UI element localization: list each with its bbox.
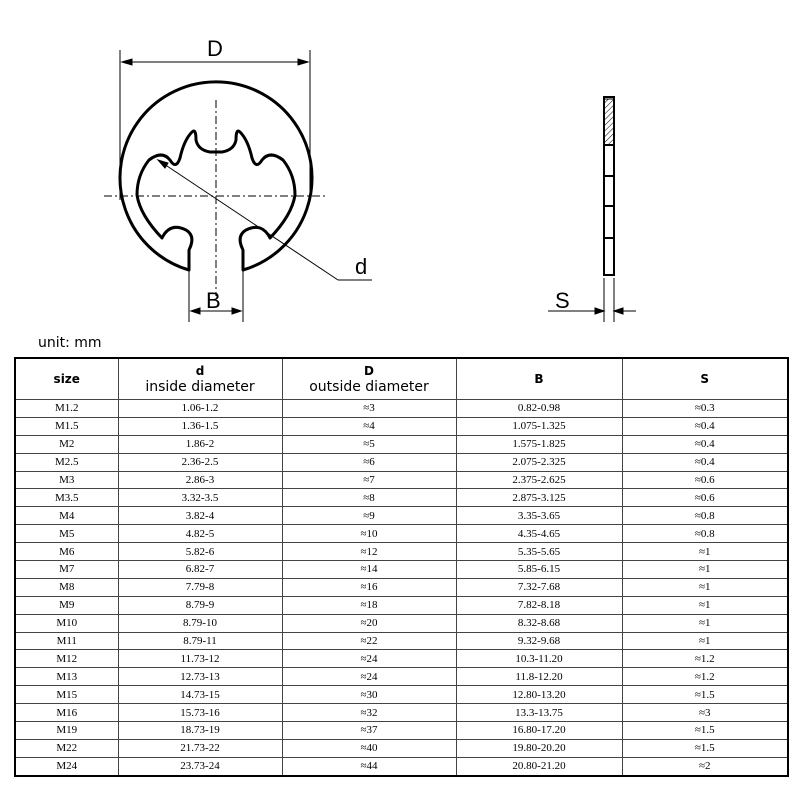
table-cell: ≈3 xyxy=(622,704,788,722)
table-cell: ≈24 xyxy=(282,668,456,686)
table-cell: ≈1.2 xyxy=(622,668,788,686)
table-cell: M19 xyxy=(15,722,118,740)
spec-table xyxy=(14,357,789,777)
table-cell: M2 xyxy=(15,435,118,453)
table-cell: ≈1.5 xyxy=(622,722,788,740)
table-cell: ≈10 xyxy=(282,525,456,543)
table-cell: 20.80-21.20 xyxy=(456,757,622,775)
table-cell: 1.575-1.825 xyxy=(456,435,622,453)
gap-width-label: B xyxy=(206,288,221,313)
column-header-subtitle: outside diameter xyxy=(309,379,429,395)
table-cell: 11.8-12.20 xyxy=(456,668,622,686)
table-cell: M13 xyxy=(15,668,118,686)
table-cell: ≈6 xyxy=(282,453,456,471)
table-header-row xyxy=(15,358,788,400)
table-cell: ≈0.8 xyxy=(622,507,788,525)
table-cell: 4.35-4.65 xyxy=(456,525,622,543)
table-cell: 18.73-19 xyxy=(118,722,282,740)
table-cell: 3.82-4 xyxy=(118,507,282,525)
table-cell: 8.32-8.68 xyxy=(456,614,622,632)
column-header-title: B xyxy=(534,372,544,386)
table-row xyxy=(15,668,788,686)
table-cell: 7.32-7.68 xyxy=(456,578,622,596)
table-row xyxy=(15,507,788,525)
table-cell: 14.73-15 xyxy=(118,686,282,704)
column-header-title: size xyxy=(53,372,80,386)
column-header xyxy=(15,358,118,400)
table-cell: ≈37 xyxy=(282,722,456,740)
column-header xyxy=(622,358,788,400)
table-cell: ≈1 xyxy=(622,561,788,579)
table-cell: 15.73-16 xyxy=(118,704,282,722)
table-cell: 8.79-10 xyxy=(118,614,282,632)
column-header-title: d xyxy=(195,364,205,378)
table-cell: 5.82-6 xyxy=(118,543,282,561)
table-cell: 23.73-24 xyxy=(118,757,282,775)
column-header xyxy=(456,358,622,400)
table-cell: ≈44 xyxy=(282,757,456,775)
column-header-subtitle: inside diameter xyxy=(145,379,255,395)
table-cell: M10 xyxy=(15,614,118,632)
table-row xyxy=(15,632,788,650)
outer-diameter-dimension xyxy=(120,50,310,200)
column-header-title: D xyxy=(364,364,374,378)
table-cell: ≈0.8 xyxy=(622,525,788,543)
table-cell: ≈24 xyxy=(282,650,456,668)
table-cell: 9.32-9.68 xyxy=(456,632,622,650)
table-cell: M4 xyxy=(15,507,118,525)
table-cell: ≈1 xyxy=(622,614,788,632)
table-cell: M9 xyxy=(15,596,118,614)
table-row xyxy=(15,757,788,775)
table-row xyxy=(15,435,788,453)
table-cell: 12.73-13 xyxy=(118,668,282,686)
table-cell: 2.36-2.5 xyxy=(118,453,282,471)
table-cell: ≈5 xyxy=(282,435,456,453)
table-cell: 1.075-1.325 xyxy=(456,417,622,435)
table-cell: 5.85-6.15 xyxy=(456,561,622,579)
table-row xyxy=(15,650,788,668)
table-cell: ≈0.3 xyxy=(622,400,788,418)
table-cell: ≈14 xyxy=(282,561,456,579)
table-cell: 3.32-3.5 xyxy=(118,489,282,507)
table-cell: 5.35-5.65 xyxy=(456,543,622,561)
unit-label: unit: mm xyxy=(38,335,102,351)
table-cell: 7.79-8 xyxy=(118,578,282,596)
table-cell: 2.875-3.125 xyxy=(456,489,622,507)
table-cell: M16 xyxy=(15,704,118,722)
table-cell: 4.82-5 xyxy=(118,525,282,543)
table-cell: M5 xyxy=(15,525,118,543)
table-cell: M1.5 xyxy=(15,417,118,435)
table-cell: M15 xyxy=(15,686,118,704)
table-cell: 1.86-2 xyxy=(118,435,282,453)
table-row xyxy=(15,739,788,757)
table-cell: ≈40 xyxy=(282,739,456,757)
table-cell: ≈9 xyxy=(282,507,456,525)
table-cell: ≈1 xyxy=(622,578,788,596)
thickness-label: S xyxy=(555,288,570,313)
table-cell: 21.73-22 xyxy=(118,739,282,757)
table-cell: 13.3-13.75 xyxy=(456,704,622,722)
table-cell: 0.82-0.98 xyxy=(456,400,622,418)
table-row xyxy=(15,578,788,596)
table-cell: 19.80-20.20 xyxy=(456,739,622,757)
table-cell: M6 xyxy=(15,543,118,561)
table-cell: 11.73-12 xyxy=(118,650,282,668)
table-cell: ≈32 xyxy=(282,704,456,722)
table-cell: ≈1 xyxy=(622,632,788,650)
table-cell: 2.075-2.325 xyxy=(456,453,622,471)
table-row xyxy=(15,686,788,704)
table-cell: ≈0.4 xyxy=(622,453,788,471)
table-cell: 6.82-7 xyxy=(118,561,282,579)
table-cell: M11 xyxy=(15,632,118,650)
table-cell: ≈20 xyxy=(282,614,456,632)
table-cell: 2.375-2.625 xyxy=(456,471,622,489)
table-cell: ≈3 xyxy=(282,400,456,418)
table-cell: 16.80-17.20 xyxy=(456,722,622,740)
table-cell: M7 xyxy=(15,561,118,579)
table-row xyxy=(15,453,788,471)
table-row xyxy=(15,471,788,489)
table-cell: ≈0.6 xyxy=(622,471,788,489)
table-cell: ≈8 xyxy=(282,489,456,507)
table-cell: M3 xyxy=(15,471,118,489)
table-row xyxy=(15,417,788,435)
table-row xyxy=(15,543,788,561)
table-row xyxy=(15,722,788,740)
table-cell: ≈1 xyxy=(622,543,788,561)
table-cell: ≈4 xyxy=(282,417,456,435)
table-cell: 10.3-11.20 xyxy=(456,650,622,668)
column-header-title: S xyxy=(700,372,710,386)
table-cell: 12.80-13.20 xyxy=(456,686,622,704)
table-cell: ≈0.6 xyxy=(622,489,788,507)
table-cell: 1.06-1.2 xyxy=(118,400,282,418)
table-cell: 3.35-3.65 xyxy=(456,507,622,525)
table-cell: M8 xyxy=(15,578,118,596)
table-cell: ≈1 xyxy=(622,596,788,614)
table-cell: M2.5 xyxy=(15,453,118,471)
e-clip-side-view xyxy=(604,97,614,275)
table-cell: M12 xyxy=(15,650,118,668)
table-cell: ≈16 xyxy=(282,578,456,596)
table-cell: M24 xyxy=(15,757,118,775)
column-header xyxy=(282,358,456,400)
table-cell: M1.2 xyxy=(15,400,118,418)
table-cell: ≈30 xyxy=(282,686,456,704)
table-cell: ≈18 xyxy=(282,596,456,614)
table-cell: ≈7 xyxy=(282,471,456,489)
table-cell: ≈12 xyxy=(282,543,456,561)
table-row xyxy=(15,489,788,507)
column-header xyxy=(118,358,282,400)
table-cell: ≈1.2 xyxy=(622,650,788,668)
table-cell: 8.79-9 xyxy=(118,596,282,614)
e-clip-drawing xyxy=(0,0,800,330)
table-cell: 7.82-8.18 xyxy=(456,596,622,614)
table-cell: 8.79-11 xyxy=(118,632,282,650)
table-cell: ≈1.5 xyxy=(622,739,788,757)
table-row xyxy=(15,525,788,543)
table-row xyxy=(15,400,788,418)
table-cell: ≈22 xyxy=(282,632,456,650)
table-cell: M3.5 xyxy=(15,489,118,507)
table-cell: M22 xyxy=(15,739,118,757)
table-row xyxy=(15,614,788,632)
table-cell: ≈1.5 xyxy=(622,686,788,704)
table-cell: ≈0.4 xyxy=(622,435,788,453)
table-cell: 2.86-3 xyxy=(118,471,282,489)
table-cell: 1.36-1.5 xyxy=(118,417,282,435)
table-cell: ≈2 xyxy=(622,757,788,775)
table-row xyxy=(15,596,788,614)
outer-diameter-label: D xyxy=(207,36,223,61)
table-row xyxy=(15,704,788,722)
table-cell: ≈0.4 xyxy=(622,417,788,435)
table-row xyxy=(15,561,788,579)
inner-diameter-label: d xyxy=(355,254,368,279)
